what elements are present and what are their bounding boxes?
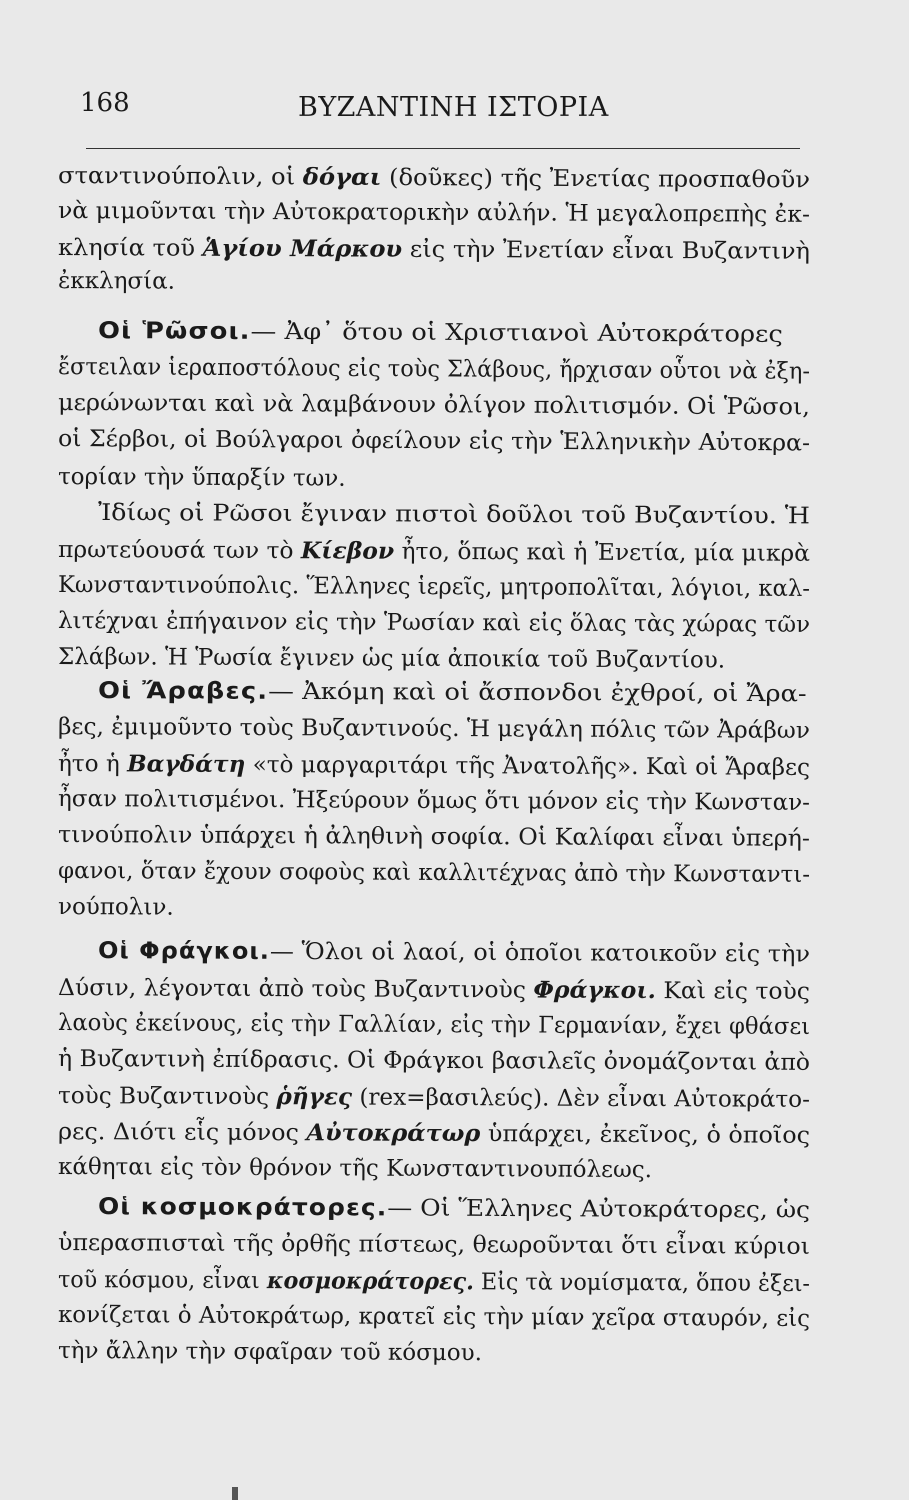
line-content: [58, 858, 810, 888]
text-line: [58, 894, 810, 924]
text-line: [58, 572, 810, 602]
text-run: «τὸ μαργαριτάρι τῆς Ἀνατολῆς». Καὶ οἱ Ἄραβες: [245, 751, 811, 781]
line-content: [58, 608, 810, 638]
text-line: [58, 786, 810, 816]
section-heading: Οἱ Φράγκοι.: [97, 938, 271, 965]
line-content: [98, 500, 810, 529]
text-run: τὴν ἄλλην τὴν σφαῖραν τοῦ κόσμου.: [57, 1338, 482, 1367]
line-content: [98, 678, 807, 707]
line-content: [58, 268, 175, 295]
text-line: [58, 1230, 810, 1260]
line-content: [58, 644, 725, 673]
text-line: [58, 938, 850, 968]
line-content: [98, 1194, 810, 1223]
emphasized-term: Κίεβον: [300, 537, 395, 565]
line-content: [58, 750, 810, 781]
text-line: [58, 1082, 810, 1112]
text-run: ἦτο ἡ: [57, 751, 128, 778]
text-run: τορίαν τὴν ὕπαρξίν των.: [57, 464, 346, 492]
text-line: [58, 1338, 810, 1368]
text-run: Εἰς τὰ νομίσματα, ὅπου ἐξει-: [473, 1269, 811, 1298]
text-run: ἦσαν πολιτισμένοι. Ἠξεύρουν ὅμως ὅτι μόνον εἰς τὴν Κωνσταν-: [57, 786, 811, 816]
text-run: βες, ἐμιμοῦντο τοὺς Βυζαντινούς. Ἡ μεγάλη πόλις τῶν Ἀράβων: [57, 714, 811, 744]
line-content: [58, 1230, 810, 1260]
line-content: [98, 938, 810, 968]
line-content: [58, 354, 810, 385]
line-content: [58, 1082, 810, 1113]
line-content: [58, 1118, 810, 1149]
line-content: [58, 234, 810, 265]
text-line: [58, 162, 810, 192]
text-run: τοῦ κόσμου, εἶναι: [57, 1267, 267, 1295]
text-line: [58, 536, 810, 566]
text-run: ἔστειλαν ἱεραποστόλους εἰς τοὺς Σλάβους, ἤρχισαν οὗτοι νὰ ἐξη-: [57, 354, 811, 385]
text-run: Κωνσταντινούπολις. Ἕλληνες ἱερεῖς, μητροπολῖται, λόγιοι, καλ-: [57, 572, 811, 602]
text-line: [58, 858, 810, 888]
text-line: [58, 354, 810, 384]
text-line: [58, 822, 810, 852]
line-content: [58, 1338, 482, 1366]
line-content: [58, 1046, 810, 1076]
text-run: — Ἀφ᾿ ὅτου οἱ Χριστιανοὶ Αὐτοκράτορες: [250, 318, 783, 348]
line-content: [58, 714, 810, 744]
running-title: ΒΥΖΑΝΤΙΝΗ ΙΣΤΟΡΙΑ: [298, 92, 609, 123]
emphasized-term: ῥῆγες: [276, 1083, 353, 1111]
line-content: [58, 426, 810, 456]
line-content: [58, 198, 810, 228]
emphasized-term: Αὐτοκράτωρ: [306, 1119, 481, 1148]
text-line: [58, 464, 810, 494]
text-line: [58, 1194, 850, 1224]
line-content: [58, 894, 174, 921]
emphasized-term: Ἁγίου Μάρκου: [202, 234, 403, 263]
emphasized-term: Βαγδάτη: [127, 750, 246, 778]
header-rule: [86, 148, 800, 149]
text-line: [58, 714, 810, 744]
line-content: [58, 536, 810, 567]
text-run: λαοὺς ἐκείνους, εἰς τὴν Γαλλίαν, εἰς τὴν Γερμανίαν, ἔχει φθάσει: [57, 1010, 811, 1040]
text-run: ἦτο, ὅπως καὶ ἡ Ἐνετία, μία μικρὰ: [394, 538, 811, 567]
section-heading: Οἱ Ῥῶσοι.: [97, 318, 251, 345]
text-run: ἡ Βυζαντινὴ ἐπίδρασις. Οἱ Φράγκοι βασιλεῖς ὀνομάζονται ἀπὸ: [57, 1046, 811, 1076]
text-run: ὑπερασπισταὶ τῆς ὀρθῆς πίστεως, θεωροῦνται ὅτι εἶναι κύριοι: [57, 1230, 811, 1260]
text-line: [58, 1266, 810, 1296]
text-line: [58, 974, 810, 1004]
line-content: [58, 162, 810, 193]
text-line: [58, 1118, 810, 1148]
line-content: [58, 974, 810, 1005]
text-run: — Ἀκόμη καὶ οἱ ἄσπονδοι ἐχθροί, οἱ Ἄρα-: [268, 678, 807, 708]
text-run: φανοι, ὅταν ἔχουν σοφοὺς καὶ καλλιτέχνας ἀπὸ τὴν Κωνσταντι-: [57, 858, 811, 888]
text-line: [58, 268, 810, 298]
text-line: [58, 1302, 810, 1332]
line-content: [58, 390, 810, 420]
text-run: — Ὅλοι οἱ λαοί, οἱ ὁποῖοι κατοικοῦν εἰς τὴν: [269, 938, 811, 968]
text-line: [58, 750, 810, 780]
text-line: [58, 1046, 810, 1076]
section-heading: Οἱ Ἄραβες.: [97, 678, 269, 705]
line-content: [58, 822, 810, 852]
text-run: (rex=βασιλεύς). Δὲν εἶναι Αὐτοκράτο-: [351, 1084, 811, 1113]
text-line: [58, 318, 850, 348]
line-content: [58, 572, 810, 602]
line-content: [98, 318, 783, 348]
text-line: [58, 608, 810, 638]
text-run: (δοῦκες) τῆς Ἐνετίας προσπαθοῦν: [381, 164, 811, 194]
line-content: [58, 1154, 652, 1183]
text-run: λιτέχναι ἐπήγαινον εἰς τὴν Ῥωσίαν καὶ εἰς ὅλας τὰς χώρας τῶν: [57, 608, 811, 638]
text-line: [58, 426, 810, 456]
text-run: ἐκκλησία.: [57, 268, 176, 295]
text-line: [58, 678, 850, 708]
text-run: εἰς τὴν Ἐνετίαν εἶναι Βυζαντινὴ: [402, 236, 811, 265]
text-run: κάθηται εἰς τὸν θρόνον τῆς Κωνσταντινουπόλεως.: [57, 1154, 653, 1184]
emphasized-term: κοσμοκράτορες.: [266, 1267, 474, 1296]
line-content: [58, 1010, 810, 1040]
text-run: Ἰδίως οἱ Ρῶσοι ἔγιναν πιστοὶ δοῦλοι τοῦ Βυζαντίου. Ἡ: [97, 500, 811, 530]
text-run: Δύσιν, λέγονται ἀπὸ τοὺς Βυζαντινοὺς: [57, 975, 534, 1004]
text-line: [58, 1154, 810, 1184]
emphasized-term: δόγαι: [302, 163, 382, 191]
page-header: [80, 88, 800, 128]
line-content: [58, 464, 346, 492]
text-run: σταντινούπολιν, οἱ: [57, 163, 303, 191]
text-run: ρες. Διότι εἷς μόνος: [57, 1119, 307, 1147]
text-run: μερώνωνται καὶ νὰ λαμβάνουν ὀλίγον πολιτισμόν. Οἱ Ῥῶσοι,: [57, 390, 811, 421]
text-line: [58, 198, 810, 228]
text-line: [58, 234, 810, 264]
text-line: [58, 500, 850, 530]
line-content: [58, 1266, 810, 1297]
text-run: κλησία τοῦ: [57, 235, 203, 262]
page-smudge: [232, 1487, 238, 1500]
text-run: Σλάβων. Ἡ Ῥωσία ἔγινεν ὡς μία ἀποικία τοῦ Βυζαντίου.: [57, 644, 726, 674]
text-run: νούπολιν.: [57, 894, 174, 921]
text-line: [58, 390, 810, 420]
text-run: πρωτεύουσά των τὸ: [57, 537, 302, 565]
text-run: κονίζεται ὁ Αὐτοκράτωρ, κρατεῖ εἰς τὴν μίαν χεῖρα σταυρόν, εἰς: [57, 1302, 811, 1332]
line-content: [58, 1302, 810, 1332]
text-run: ὑπάρχει, ἐκεῖνος, ὁ ὁποῖος: [480, 1121, 811, 1149]
text-run: τοὺς Βυζαντινοὺς: [57, 1083, 277, 1111]
text-run: νὰ μιμοῦνται τὴν Αὐτοκρατορικὴν αὐλήν. Ἡ μεγαλοπρεπὴς ἐκ-: [57, 198, 811, 228]
text-line: [58, 1010, 810, 1040]
emphasized-term: Φράγκοι.: [533, 976, 656, 1005]
page-number: 168: [80, 88, 130, 118]
text-line: [58, 644, 810, 674]
text-run: Καὶ εἰς τοὺς: [655, 978, 811, 1005]
text-run: — Οἱ Ἕλληνες Αὐτοκράτορες, ὡς: [387, 1195, 811, 1224]
line-content: [58, 786, 810, 816]
section-heading: Οἱ κοσμοκράτορες.: [97, 1194, 388, 1222]
text-run: οἱ Σέρβοι, οἱ Βούλγαροι ὀφείλουν εἰς τὴν Ἑλληνικὴν Αὐτοκρα-: [57, 426, 811, 457]
text-run: τινούπολιν ὑπάρχει ἡ ἀληθινὴ σοφία. Οἱ Καλίφαι εἶναι ὑπερή-: [57, 822, 811, 852]
